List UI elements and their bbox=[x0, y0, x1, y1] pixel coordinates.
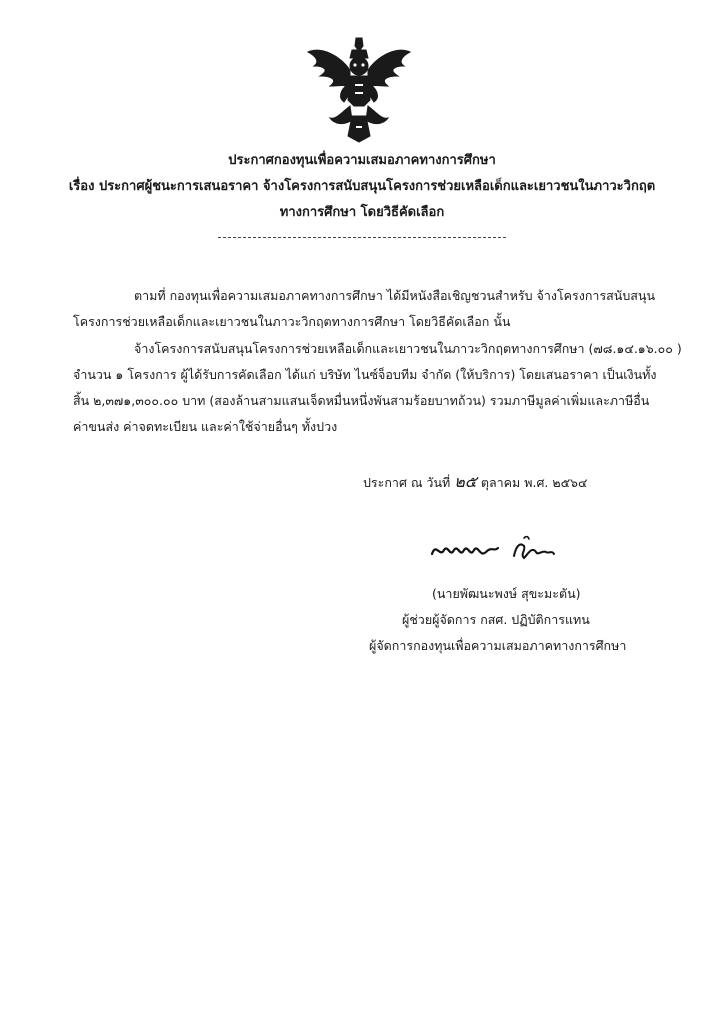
signatory-position-secondary: ผู้จัดการกองทุนเพื่อความเสมอภาคทางการศึกษา bbox=[369, 638, 627, 653]
announcement-subject: เรื่อง ประกาศผู้ชนะการเสนอราคา จ้างโครงการสนับสนุนโครงการช่วยเหลือเด็กและเยาวชนในภาวะวิกฤต bbox=[68, 179, 656, 194]
announcement-title: ประกาศกองทุนเพื่อความเสมอภาคทางการศึกษา bbox=[228, 153, 496, 168]
date-month-year: ตุลาคม พ.ศ. ๒๕๖๔ bbox=[480, 475, 588, 490]
divider bbox=[218, 237, 506, 238]
announcement-date bbox=[363, 470, 587, 495]
announcement-subject-continued: ทางการศึกษา โดยวิธีคัดเลือก bbox=[279, 205, 445, 220]
signatory-position: ผู้ช่วยผู้จัดการ กสศ. ปฏิบัติการแทน bbox=[402, 612, 590, 627]
paragraph2-line2: จำนวน ๑ โครงการ ผู้ได้รับการคัดเลือก ได้แก่ บริษัท ไนซ์จ็อบทีม จำกัด (ให้บริการ) โดยเสนอราคา เป็นเงินทั้ง bbox=[73, 367, 657, 382]
date-prefix: ประกาศ ณ วันที่ bbox=[363, 475, 451, 490]
paragraph1-line1: ตามที่ กองทุนเพื่อความเสมอภาคทางการศึกษา ได้มีหนังสือเชิญชวนสำหรับ จ้างโครงการสนับสนุน bbox=[134, 288, 655, 303]
handwritten-signature bbox=[428, 532, 558, 564]
paragraph1-line2: โครงการช่วยเหลือเด็กและเยาวชนในภาวะวิกฤตทางการศึกษา โดยวิธีคัดเลือก นั้น bbox=[73, 314, 511, 329]
date-day: ๒๕ bbox=[454, 472, 477, 491]
signatory-name: (นายพัฒนะพงษ์ สุขะมะตัน) bbox=[432, 586, 581, 601]
garuda-emblem-icon bbox=[300, 36, 418, 144]
paragraph2-line3: สิ้น ๒,๓๗๑,๓๐๐.๐๐ บาท (สองล้านสามแสนเจ็ดหมื่นหนึ่งพันสามร้อยบาทถ้วน) รวมภาษีมูลค่าเพิ่มและภาษีอื่น bbox=[73, 393, 650, 408]
paragraph2-line4: ค่าขนส่ง ค่าจดทะเบียน และค่าใช้จ่ายอื่นๆ ทั้งปวง bbox=[73, 419, 338, 434]
paragraph2-line1: จ้างโครงการสนับสนุนโครงการช่วยเหลือเด็กและเยาวชนในภาวะวิกฤตทางการศึกษา (๗๘.๑๔.๑๖.๐๐ ) bbox=[134, 341, 682, 356]
